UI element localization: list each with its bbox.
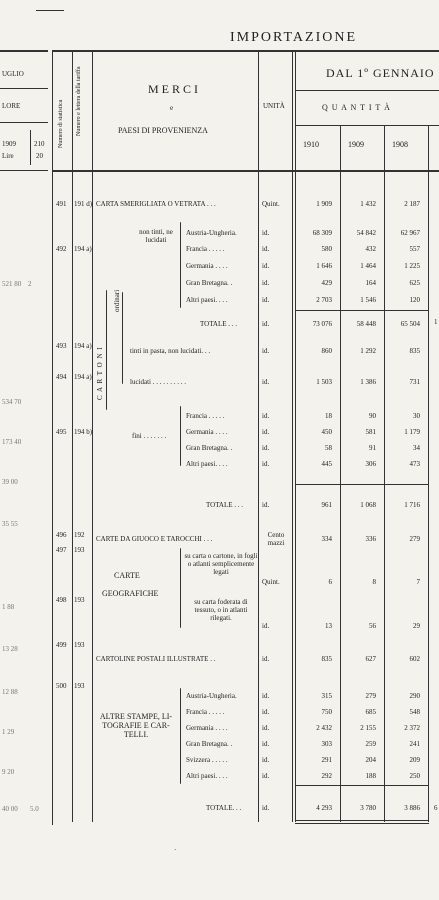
quantity-cell: 581 (365, 428, 376, 436)
quantity-cell: 34 (413, 444, 420, 452)
stat-number: 498 (56, 596, 67, 604)
row-unit: id. (262, 622, 270, 630)
row-unit: id. (262, 279, 270, 287)
quantity-cell: 62 967 (400, 229, 420, 237)
row-unit: id. (262, 772, 270, 780)
quantity-cell: 290 (409, 692, 420, 700)
row-description: Svizzera . . . . . (186, 756, 228, 764)
col-line (295, 52, 296, 822)
quantity-cell: 835 (409, 347, 420, 355)
right-edge-fragment: 1 (434, 318, 438, 326)
quantity-cell: 6 (328, 578, 332, 586)
row-unit: id. (262, 444, 270, 452)
quantity-cell: 2 372 (404, 724, 420, 732)
row-unit: id. (262, 229, 270, 237)
quantity-cell: 1 464 (360, 262, 376, 270)
subtotal-rule (295, 785, 429, 786)
stat-number: 496 (56, 531, 67, 539)
rule (52, 50, 439, 52)
quantity-cell: 602 (409, 655, 420, 663)
row-unit: Cento mazzi (267, 531, 285, 547)
tariff-number: 191 d) (74, 200, 93, 208)
row-unit: id. (262, 428, 270, 436)
quantity-cell: 336 (365, 535, 376, 543)
rule (0, 122, 48, 123)
quantity-cell: 30 (413, 412, 420, 420)
quantity-cell: 8 (372, 578, 376, 586)
quantity-cell: 204 (365, 756, 376, 764)
quantity-cell: 1 646 (316, 262, 332, 270)
geografiche-label: GEOGRAFICHE (102, 589, 159, 598)
page-title: IMPORTAZIONE (230, 30, 358, 45)
tariff-number: 194 a) (74, 373, 92, 381)
row-unit: id. (262, 347, 270, 355)
quantity-cell: 627 (365, 655, 376, 663)
quantity-cell: 1 909 (316, 200, 332, 208)
tariff-number: 193 (74, 546, 85, 554)
quantity-cell: 90 (369, 412, 376, 420)
row-description: Francia . . . . . (186, 245, 225, 253)
quantity-cell: 259 (365, 740, 376, 748)
brace (180, 688, 181, 784)
row-description: Altri paesi. . . . (186, 296, 228, 304)
quantity-cell: 291 (321, 756, 332, 764)
row-description: Altri paesi. . . . (186, 772, 228, 780)
margin-value: 13 28 (2, 645, 18, 653)
quantity-cell: 1 503 (316, 378, 332, 386)
quantity-cell: 961 (321, 501, 332, 509)
quantity-cell: 306 (365, 460, 376, 468)
row-unit: id. (262, 708, 270, 716)
row-description: TOTALE . . . (206, 501, 244, 509)
quantity-cell: 2 432 (316, 724, 332, 732)
margin-value: 2 (28, 280, 32, 288)
margin-fragment: 210 (34, 140, 45, 148)
row-description: Gran Bretagna. . (186, 740, 233, 748)
tariff-number: 193 (74, 682, 85, 690)
year-1909: 1909 (348, 140, 364, 149)
row-unit: id. (262, 296, 270, 304)
quantity-cell: 73 076 (312, 320, 332, 328)
quantity-cell: 250 (409, 772, 420, 780)
quantity-cell: 58 (325, 444, 332, 452)
altre-stampe-label: ALTRE STAMPE, LI-TOGRAFIE E CAR-TELLI. (99, 712, 173, 739)
rule (0, 170, 48, 171)
unita-header: UNITÀ (263, 102, 285, 110)
row-description: Francia . . . . . (186, 708, 225, 716)
margin-value: 40 00 (2, 805, 18, 813)
quantity-cell: 3 886 (404, 804, 420, 812)
brace (180, 548, 181, 628)
col-line (52, 50, 53, 825)
quantity-cell: 1 225 (404, 262, 420, 270)
final-rule (295, 820, 429, 821)
row-description: CARTE DA GIUOCO E TAROCCHI . . . (96, 535, 213, 543)
rule (52, 170, 439, 172)
tariff-number: 194 a) (74, 245, 92, 253)
margin-value: 534 70 (2, 398, 22, 406)
quantity-cell: 279 (409, 535, 420, 543)
quantity-cell: 580 (321, 245, 332, 253)
brace (122, 292, 123, 384)
row-unit: id. (262, 655, 270, 663)
year-1908: 1908 (392, 140, 408, 149)
quantity-cell: 731 (409, 378, 420, 386)
stat-number: 492 (56, 245, 67, 253)
quantity-cell: 279 (365, 692, 376, 700)
quantity-cell: 1 386 (360, 378, 376, 386)
stat-number: 497 (56, 546, 67, 554)
non-tinti-label: non tinti, ne lucidati (139, 228, 173, 244)
brace (180, 406, 181, 466)
row-unit: id. (262, 378, 270, 386)
quantity-cell: 54 842 (356, 229, 376, 237)
margin-value: 12 88 (2, 688, 18, 696)
year-1910: 1910 (303, 140, 319, 149)
right-edge-fragment: 6 (434, 804, 438, 812)
row-description: CARTA SMERIGLIATA O VETRATA . . . (96, 200, 216, 208)
quantity-cell: 835 (321, 655, 332, 663)
margin-value: 39 00 (2, 478, 18, 486)
margin-fragment: 20 (36, 152, 43, 160)
rule (295, 90, 439, 91)
brace (180, 222, 181, 308)
quantita-header: Q U A N T I T À (322, 103, 391, 112)
margin-value: 521 80 (2, 280, 22, 288)
quantity-cell: 1 716 (404, 501, 420, 509)
quantity-cell: 4 293 (316, 804, 332, 812)
subtotal-rule (295, 310, 429, 311)
margin-fragment: UGLIO (2, 70, 24, 78)
row-unit: id. (262, 262, 270, 270)
row-unit: id. (262, 804, 270, 812)
stat-number: 495 (56, 428, 67, 436)
carte-label: CARTE (114, 571, 140, 580)
quantity-cell: 241 (409, 740, 420, 748)
stat-number: 493 (56, 342, 67, 350)
merci-header: MERCI (148, 82, 202, 96)
quantity-cell: 625 (409, 279, 420, 287)
quantity-cell: 473 (409, 460, 420, 468)
margin-fragment: LORE (2, 102, 21, 110)
quantity-cell: 2 187 (404, 200, 420, 208)
quantity-cell: 65 504 (400, 320, 420, 328)
quantity-cell: 58 448 (356, 320, 376, 328)
row-description: TOTALE . . . (200, 320, 238, 328)
quantity-cell: 557 (409, 245, 420, 253)
stat-number: 499 (56, 641, 67, 649)
quantity-cell: 209 (409, 756, 420, 764)
rule (295, 125, 439, 126)
quantity-cell: 188 (365, 772, 376, 780)
tariff-number: 194 a) (74, 342, 92, 350)
quantity-cell: 13 (325, 622, 332, 630)
margin-fragment: Lire (2, 152, 14, 160)
quantity-cell: 1 068 (360, 501, 376, 509)
quantity-cell: 18 (325, 412, 332, 420)
quantity-cell: 315 (321, 692, 332, 700)
page-dot: · (174, 846, 177, 854)
fini-label: fini . . . . . . . (132, 432, 167, 440)
row-unit: id. (262, 245, 270, 253)
stat-number: 491 (56, 200, 67, 208)
rule (0, 50, 48, 52)
quantity-cell: 432 (365, 245, 376, 253)
row-description: CARTOLINE POSTALI ILLUSTRATE . . (96, 655, 216, 663)
row-unit: id. (262, 460, 270, 468)
quantity-cell: 164 (365, 279, 376, 287)
row-unit: id. (262, 740, 270, 748)
quantity-cell: 1 546 (360, 296, 376, 304)
col-header-statistica: Numero di statistica (58, 99, 64, 148)
row-description: Germania . . . . (186, 428, 228, 436)
quantity-cell: 1 179 (404, 428, 420, 436)
period-header: DAL 1º GENNAIO (326, 66, 435, 80)
row-unit: id. (262, 501, 270, 509)
quantity-cell: 7 (416, 578, 420, 586)
stat-number: 500 (56, 682, 67, 690)
row-unit: id. (262, 724, 270, 732)
rule (0, 88, 48, 89)
row-description: Gran Bretagna. . (186, 279, 233, 287)
row-description: Germania . . . . (186, 262, 228, 270)
stat-number: 494 (56, 373, 67, 381)
row-unit: id. (262, 320, 270, 328)
row-description: Francia . . . . . (186, 412, 225, 420)
col-line (258, 52, 259, 822)
row-description: Austria-Ungheria. (186, 692, 237, 700)
quantity-cell: 450 (321, 428, 332, 436)
row-unit: id. (262, 692, 270, 700)
quantity-cell: 685 (365, 708, 376, 716)
tariff-number: 193 (74, 596, 85, 604)
quantity-cell: 292 (321, 772, 332, 780)
row-description: Germania . . . . (186, 724, 228, 732)
col-header-tariffa: Numero e lettera della tariffa (76, 66, 82, 136)
row-description: su carta o cartone, in fogli o atlanti semplicemente legati (184, 552, 258, 576)
quantity-cell: 429 (321, 279, 332, 287)
col-line (340, 125, 341, 822)
quantity-cell: 2 703 (316, 296, 332, 304)
quantity-cell: 548 (409, 708, 420, 716)
tariff-number: 192 (74, 531, 85, 539)
row-description: TOTALE. . . (206, 804, 242, 812)
quantity-cell: 303 (321, 740, 332, 748)
row-description: su carta foderata di tessuto, o in atlanti rilegati. (194, 598, 248, 622)
row-description: lucidati . . . . . . . . . . (130, 378, 186, 386)
row-description: tinti in pasta, non lucidati. . . (130, 347, 211, 355)
quantity-cell: 2 155 (360, 724, 376, 732)
cartoni-label: C A R T O N I (96, 346, 104, 400)
brace (106, 290, 107, 410)
quantity-cell: 1 432 (360, 200, 376, 208)
col-line (428, 125, 429, 822)
col-line (92, 52, 93, 822)
quantity-cell: 750 (321, 708, 332, 716)
margin-fragment: 1909 (2, 140, 16, 148)
quantity-cell: 3 780 (360, 804, 376, 812)
col-line (384, 125, 385, 822)
subtotal-rule (295, 484, 429, 485)
margin-value: 173 40 (2, 438, 22, 446)
merci-e: e (170, 104, 174, 112)
margin-value: 1 29 (2, 728, 15, 736)
quantity-cell: 91 (369, 444, 376, 452)
quantity-cell: 120 (409, 296, 420, 304)
margin-value: 5.0 (30, 805, 39, 813)
margin-value: 1 88 (2, 603, 15, 611)
row-description: Altri paesi. . . . (186, 460, 228, 468)
row-description: Austria-Ungheria. (186, 229, 237, 237)
quantity-cell: 1 292 (360, 347, 376, 355)
row-unit: Quint. (262, 578, 280, 586)
final-rule (295, 823, 429, 824)
paesi-header: PAESI DI PROVENIENZA (118, 126, 208, 135)
quantity-cell: 334 (321, 535, 332, 543)
col-line (72, 52, 73, 822)
row-unit: id. (262, 756, 270, 764)
quantity-cell: 860 (321, 347, 332, 355)
margin-value: 35 55 (2, 520, 18, 528)
col-line (292, 52, 293, 822)
rule (30, 130, 31, 165)
quantity-cell: 68 309 (312, 229, 332, 237)
quantity-cell: 56 (369, 622, 376, 630)
tariff-number: 194 b) (74, 428, 93, 436)
row-unit: Quint. (262, 200, 280, 208)
top-mark (36, 10, 64, 11)
margin-value: 9 20 (2, 768, 15, 776)
tariff-number: 193 (74, 641, 85, 649)
quantity-cell: 445 (321, 460, 332, 468)
row-unit: id. (262, 412, 270, 420)
row-description: Gran Bretagna. . (186, 444, 233, 452)
quantity-cell: 29 (413, 622, 420, 630)
ordinari-label: ordinari (113, 289, 121, 312)
